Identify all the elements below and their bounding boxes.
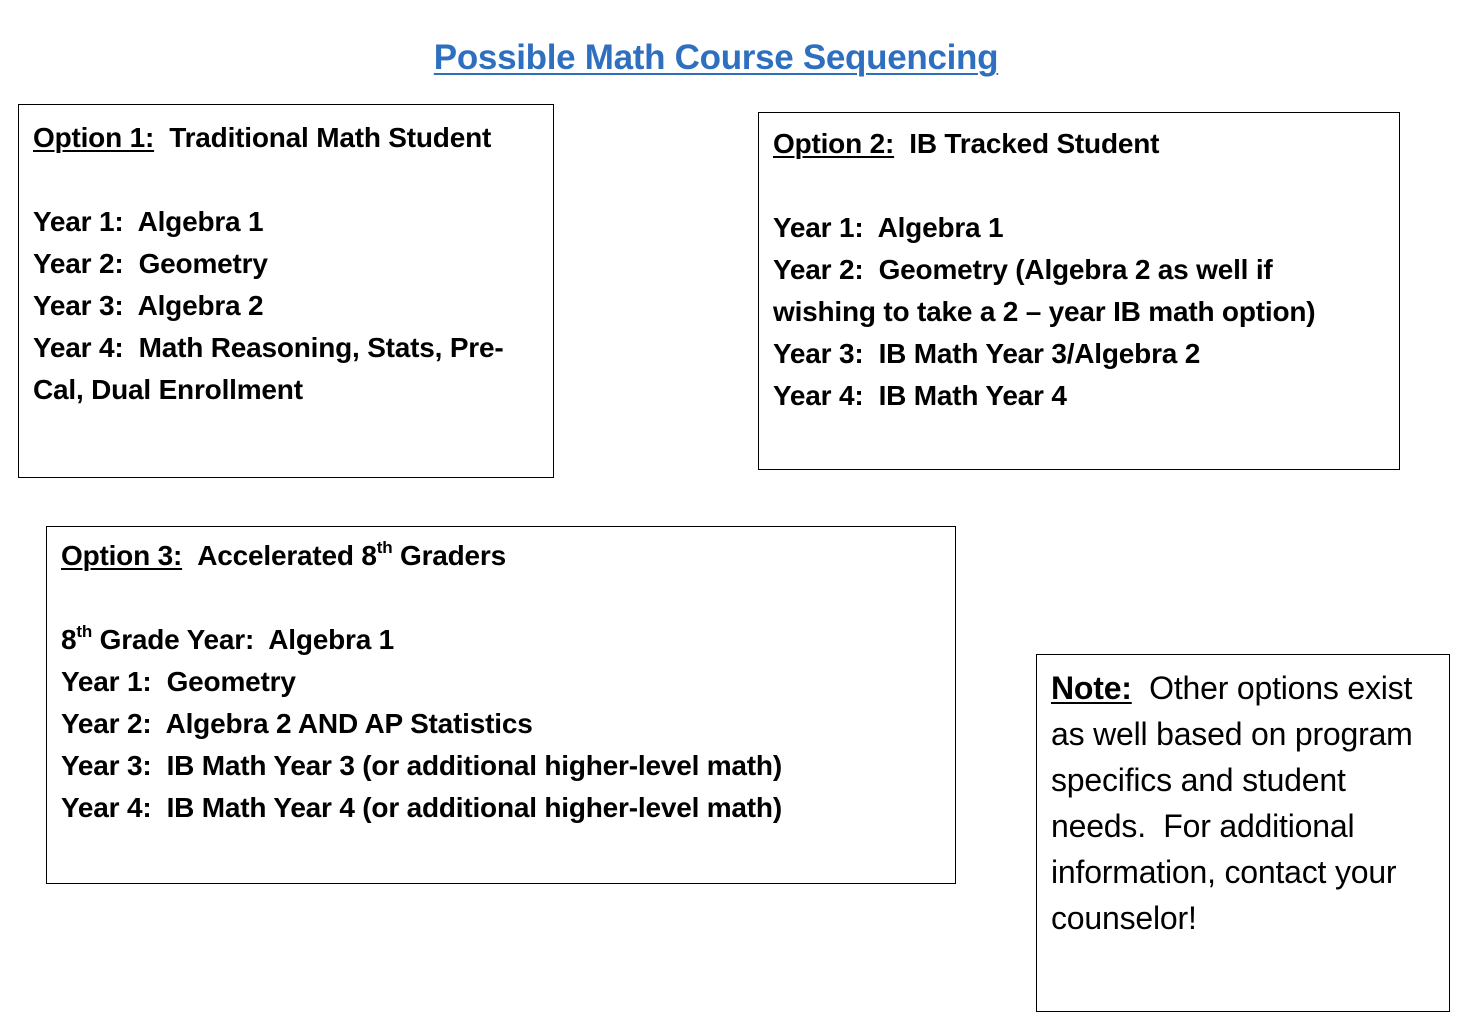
option-1-year-3: Year 3: Algebra 2 [33, 290, 264, 321]
option-1-year-4: Year 4: Math Reasoning, Stats, Pre- [33, 332, 504, 363]
page-title: Possible Math Course Sequencing [433, 38, 999, 77]
option-3-grade-8 [61, 619, 941, 661]
option-1-box [18, 104, 554, 478]
option-3-grade-8-post: Grade Year: Algebra 1 [92, 624, 395, 655]
option-3-grade-8-pre: 8 [61, 624, 77, 655]
note-text: Other options exist as well based on program specifics and student needs. For additional information, contact your counselor! [1051, 670, 1422, 936]
note-paragraph [1051, 665, 1435, 941]
option-2-name: IB Tracked Student [909, 128, 1160, 159]
option-3-label: Option 3: [61, 540, 183, 571]
option-3-year-1: Year 1: Geometry [61, 666, 296, 697]
option-1-year-4-cont: Cal, Dual Enrollment [33, 374, 303, 405]
option-1-year-2: Year 2: Geometry [33, 248, 268, 279]
option-2-year-2: Year 2: Geometry (Algebra 2 as well if [773, 254, 1273, 285]
option-3-heading [61, 535, 941, 577]
option-2-year-4: Year 4: IB Math Year 4 [773, 380, 1067, 411]
option-1-label: Option 1: [33, 122, 155, 153]
option-3-name-post: Graders [392, 540, 506, 571]
note-label: Note: [1051, 670, 1132, 706]
option-3-name-pre: Accelerated 8 [197, 540, 377, 571]
option-2-year-3: Year 3: IB Math Year 3/Algebra 2 [773, 338, 1201, 369]
option-3-year-2: Year 2: Algebra 2 AND AP Statistics [61, 708, 533, 739]
option-3-grade-8-sup: th [76, 621, 93, 641]
option-2-label: Option 2: [773, 128, 895, 159]
option-2-year-1: Year 1: Algebra 1 [773, 212, 1004, 243]
option-2-year-2-cont: wishing to take a 2 – year IB math option) [773, 296, 1316, 327]
option-2-box [758, 112, 1400, 470]
option-2-heading [773, 123, 1385, 165]
note-box [1036, 654, 1450, 1012]
option-3-box [46, 526, 956, 884]
option-3-year-4: Year 4: IB Math Year 4 (or additional higher-level math) [61, 792, 782, 823]
option-1-name: Traditional Math Student [169, 122, 492, 153]
option-3-year-3: Year 3: IB Math Year 3 (or additional higher-level math) [61, 750, 782, 781]
option-1-heading [33, 117, 539, 159]
option-3-name-sup: th [376, 537, 393, 557]
option-1-year-1: Year 1: Algebra 1 [33, 206, 264, 237]
